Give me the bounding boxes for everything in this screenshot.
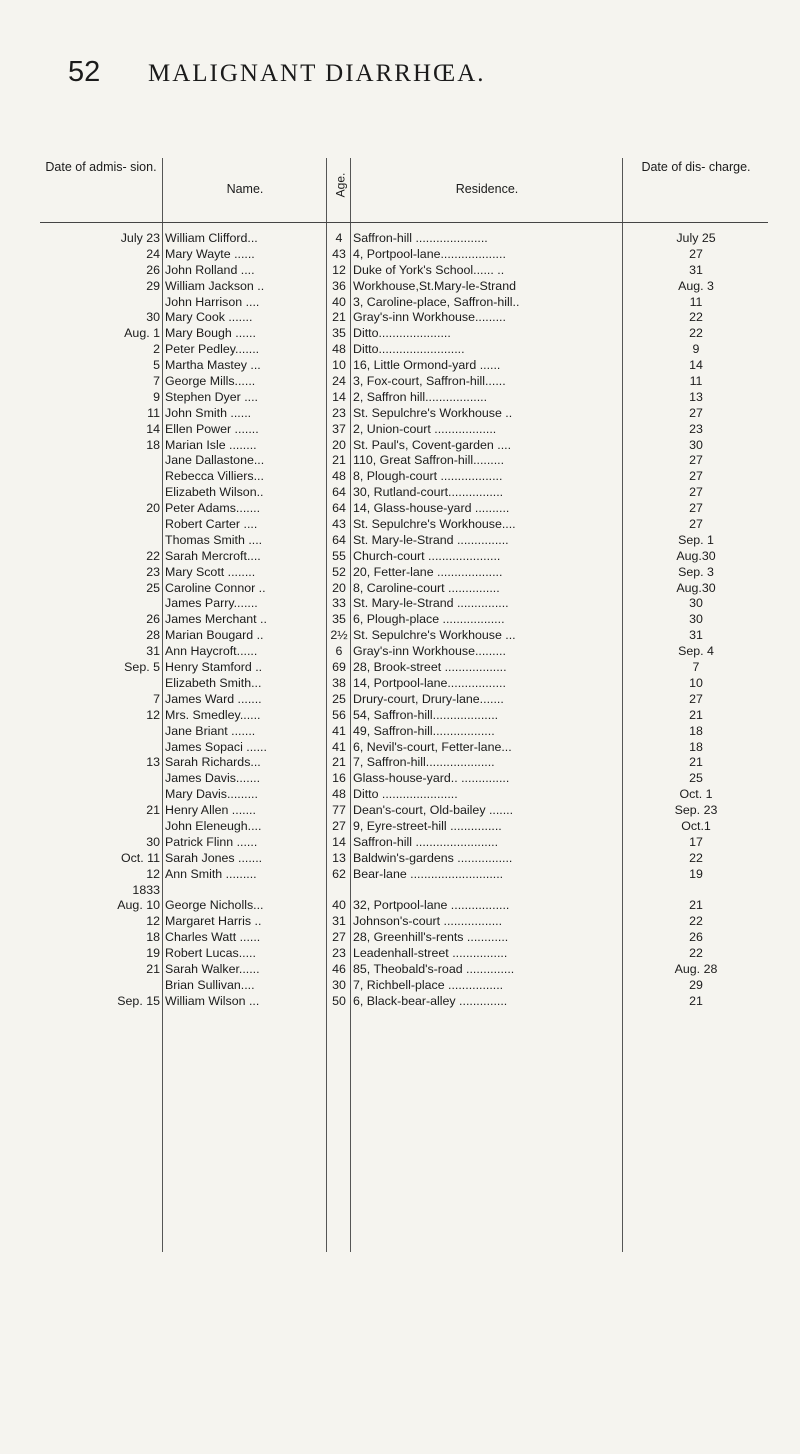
name-cell: Robert Lucas..... — [165, 946, 256, 961]
age-cell: 27 — [332, 930, 346, 945]
age-cell: 43 — [332, 246, 346, 261]
discharge-date-cell: Oct.1 — [681, 818, 711, 833]
residence-cell: Workhouse,St.Mary-le-Strand — [353, 278, 516, 293]
table-row — [40, 279, 768, 295]
table-row — [40, 485, 768, 501]
table-row — [40, 517, 768, 533]
residence-cell: Dean's-court, Old-bailey ....... — [353, 803, 514, 818]
age-cell: 23 — [332, 405, 346, 420]
table-row — [40, 422, 768, 438]
age-cell: 2½ — [330, 628, 348, 643]
name-cell: Marian Isle ........ — [165, 437, 257, 452]
admission-date-cell: 1833 — [132, 882, 160, 897]
table-row — [40, 358, 768, 374]
running-title: MALIGNANT DIARRHŒA. — [148, 60, 486, 87]
residence-cell: Saffron-hill ........................ — [353, 834, 499, 849]
residence-cell: 54, Saffron-hill................... — [353, 707, 499, 722]
table-row — [40, 501, 768, 517]
table-row — [40, 469, 768, 485]
residence-cell: 28, Brook-street .................. — [353, 660, 507, 675]
discharge-date-cell: 11 — [689, 374, 703, 389]
age-cell: 52 — [332, 564, 346, 579]
name-cell: James Parry....... — [165, 596, 258, 611]
admission-date-cell: Sep. 5 — [124, 660, 160, 675]
discharge-date-cell: 27 — [689, 517, 703, 532]
residence-cell: Baldwin's-gardens ................ — [353, 850, 513, 865]
admission-date-cell: 12 — [146, 866, 160, 881]
admission-date-cell: 5 — [153, 358, 160, 373]
residence-cell: Ditto......................... — [353, 342, 465, 357]
table-row — [40, 231, 768, 247]
name-cell: Mary Wayte ...... — [165, 246, 255, 261]
age-cell: 12 — [332, 262, 346, 277]
discharge-date-cell: 26 — [689, 930, 703, 945]
table-row — [40, 453, 768, 469]
admission-date-cell: 22 — [146, 548, 160, 563]
residence-cell: 2, Union-court .................. — [353, 421, 497, 436]
residence-cell: 7, Richbell-place ................ — [353, 977, 504, 992]
table-row — [40, 612, 768, 628]
admission-date-cell: 23 — [146, 564, 160, 579]
table-row — [40, 326, 768, 342]
age-cell: 46 — [332, 961, 346, 976]
name-cell: William Clifford... — [165, 231, 258, 245]
table-row — [40, 581, 768, 597]
table-row — [40, 835, 768, 851]
name-cell: Marian Bougard .. — [165, 628, 264, 643]
residence-cell: 7, Saffron-hill.................... — [353, 755, 495, 770]
discharge-date-cell: Aug.30 — [676, 580, 716, 595]
admission-date-cell: 11 — [147, 405, 160, 420]
header-age-label: Age. — [333, 172, 348, 198]
name-cell: William Wilson ... — [165, 993, 260, 1008]
table-row — [40, 247, 768, 263]
residence-cell: 32, Portpool-lane ................. — [353, 898, 510, 913]
discharge-date-cell: 13 — [689, 389, 703, 404]
name-cell: John Harrison .... — [165, 294, 260, 309]
admission-date-cell: 24 — [146, 246, 160, 261]
name-cell: Mary Scott ........ — [165, 564, 256, 579]
discharge-date-cell: 27 — [689, 405, 703, 420]
header-age — [328, 172, 350, 198]
age-cell: 38 — [332, 675, 346, 690]
table-row — [40, 628, 768, 644]
discharge-date-cell: Sep. 4 — [678, 644, 714, 659]
age-cell: 64 — [332, 501, 346, 516]
residence-cell: 3, Caroline-place, Saffron-hill.. — [353, 294, 520, 309]
residence-cell: Gray's-inn Workhouse......... — [353, 644, 506, 659]
table-row — [40, 883, 768, 899]
residence-cell: 6, Plough-place .................. — [353, 612, 505, 627]
discharge-date-cell: 21 — [689, 993, 703, 1008]
age-cell: 23 — [332, 946, 346, 961]
age-cell: 14 — [332, 834, 346, 849]
age-cell: 25 — [332, 691, 346, 706]
name-cell: Margaret Harris .. — [165, 914, 262, 929]
residence-cell: Bear-lane ........................... — [353, 866, 504, 881]
age-cell: 10 — [332, 358, 346, 373]
name-cell: Jane Dallastone... — [165, 453, 265, 468]
age-cell: 48 — [332, 342, 346, 357]
name-cell: Jane Briant ....... — [165, 723, 256, 738]
table-row — [40, 978, 768, 994]
name-cell: Thomas Smith .... — [165, 532, 263, 547]
admission-date-cell: 30 — [146, 834, 160, 849]
table-row — [40, 771, 768, 787]
discharge-date-cell: 21 — [689, 707, 703, 722]
table-row — [40, 708, 768, 724]
admission-date-cell: July 23 — [120, 231, 160, 245]
admission-date-cell: 12 — [146, 914, 160, 929]
admission-date-cell: 26 — [146, 612, 160, 627]
table-row — [40, 994, 768, 1010]
discharge-date-cell: 14 — [689, 358, 703, 373]
discharge-date-cell: Aug. 28 — [674, 961, 718, 976]
residence-cell: St. Paul's, Covent-garden .... — [353, 437, 512, 452]
page-header — [0, 56, 800, 96]
discharge-date-cell: Aug. 3 — [678, 278, 714, 293]
admission-date-cell: 19 — [146, 946, 160, 961]
discharge-date-cell: 21 — [689, 898, 703, 913]
age-cell: 48 — [332, 469, 346, 484]
age-cell: 64 — [332, 485, 346, 500]
discharge-date-cell: 27 — [689, 453, 703, 468]
header-name: Name. — [226, 182, 264, 196]
admission-date-cell: 7 — [153, 691, 160, 706]
admission-date-cell: 18 — [146, 437, 160, 452]
table-header — [40, 158, 768, 223]
admission-date-cell: Oct. 11 — [120, 850, 160, 865]
discharge-date-cell: 7 — [692, 660, 700, 675]
discharge-date-cell: 29 — [689, 977, 703, 992]
admission-date-cell: 28 — [146, 628, 160, 643]
discharge-date-cell: 10 — [689, 675, 703, 690]
name-cell: James Davis....... — [165, 771, 261, 786]
name-cell: Charles Watt ...... — [165, 930, 261, 945]
age-cell: 30 — [332, 977, 346, 992]
table-row — [40, 596, 768, 612]
table-row — [40, 390, 768, 406]
residence-cell: 30, Rutland-court................ — [353, 485, 504, 500]
discharge-date-cell: 18 — [689, 739, 703, 754]
discharge-date-cell: 27 — [689, 469, 703, 484]
name-cell: Ellen Power ....... — [165, 421, 259, 436]
table-row — [40, 374, 768, 390]
age-cell: 55 — [332, 548, 346, 563]
age-cell: 14 — [332, 389, 346, 404]
age-cell: 50 — [332, 993, 346, 1008]
name-cell: Sarah Walker...... — [165, 961, 260, 976]
admission-date-cell: 26 — [146, 262, 160, 277]
age-cell: 24 — [332, 374, 346, 389]
age-cell: 21 — [332, 755, 346, 770]
name-cell: Robert Carter .... — [165, 517, 258, 532]
discharge-date-cell: 22 — [689, 310, 703, 325]
table-row — [40, 660, 768, 676]
discharge-date-cell: Sep. 23 — [674, 803, 718, 818]
table-row — [40, 787, 768, 803]
table-row — [40, 438, 768, 454]
table-row — [40, 819, 768, 835]
name-cell: Sarah Mercroft.... — [165, 548, 261, 563]
residence-cell: 49, Saffron-hill.................. — [353, 723, 495, 738]
discharge-date-cell: Oct. 1 — [679, 787, 713, 802]
residence-cell: 6, Nevil's-court, Fetter-lane... — [353, 739, 512, 754]
name-cell: James Ward ....... — [165, 691, 262, 706]
table-row — [40, 962, 768, 978]
age-cell: 6 — [335, 644, 343, 659]
discharge-date-cell: Sep. 3 — [678, 564, 714, 579]
residence-cell: Saffron-hill ..................... — [353, 231, 488, 245]
discharge-date-cell: 27 — [689, 691, 703, 706]
name-cell: George Mills...... — [165, 374, 256, 389]
discharge-date-cell: 27 — [689, 246, 703, 261]
discharge-date-cell: 30 — [689, 612, 703, 627]
name-cell: Henry Allen ....... — [165, 803, 256, 818]
table-row — [40, 565, 768, 581]
age-cell: 69 — [332, 660, 346, 675]
residence-cell: 2, Saffron hill.................. — [353, 389, 488, 404]
table-row — [40, 676, 768, 692]
table-row — [40, 533, 768, 549]
table-row — [40, 310, 768, 326]
page-number: 52 — [68, 56, 101, 88]
age-cell: 13 — [332, 850, 346, 865]
age-cell: 40 — [332, 898, 346, 913]
discharge-date-cell: 27 — [689, 501, 703, 516]
age-cell: 33 — [332, 596, 346, 611]
residence-cell: 6, Black-bear-alley .............. — [353, 993, 508, 1008]
table-row — [40, 867, 768, 883]
table-row — [40, 549, 768, 565]
discharge-date-cell: 17 — [689, 834, 703, 849]
name-cell: Sarah Richards... — [165, 755, 261, 770]
residence-cell: St. Sepulchre's Workhouse.... — [353, 517, 516, 532]
residence-cell: 110, Great Saffron-hill......... — [353, 453, 505, 468]
table-row — [40, 930, 768, 946]
residence-cell: Leadenhall-street ................ — [353, 946, 508, 961]
discharge-date-cell: 21 — [689, 755, 703, 770]
name-cell: Elizabeth Wilson.. — [165, 485, 264, 500]
age-cell: 48 — [332, 787, 346, 802]
age-cell: 56 — [332, 707, 346, 722]
table-row — [40, 851, 768, 867]
name-cell: Mary Cook ....... — [165, 310, 253, 325]
age-cell: 36 — [332, 278, 346, 293]
admission-date-cell: 9 — [153, 389, 160, 404]
age-cell: 20 — [332, 580, 346, 595]
residence-cell: 85, Theobald's-road .............. — [353, 961, 515, 976]
discharge-date-cell: 9 — [692, 342, 700, 357]
residence-cell: St. Sepulchre's Workhouse .. — [353, 405, 513, 420]
residence-cell: St. Mary-le-Strand ............... — [353, 532, 509, 547]
discharge-date-cell: 27 — [689, 485, 703, 500]
admission-date-cell: 7 — [153, 374, 160, 389]
discharge-date-cell: Aug.30 — [676, 548, 716, 563]
residence-cell: 9, Eyre-street-hill ............... — [353, 818, 502, 833]
name-cell: Peter Pedley....... — [165, 342, 260, 357]
table-row — [40, 914, 768, 930]
admission-date-cell: 18 — [146, 930, 160, 945]
table-row — [40, 644, 768, 660]
age-cell: 41 — [332, 739, 346, 754]
admission-date-cell: 25 — [146, 580, 160, 595]
residence-cell: 28, Greenhill's-rents ............ — [353, 930, 509, 945]
admission-date-cell: 13 — [146, 755, 160, 770]
table-row — [40, 263, 768, 279]
residence-cell: Duke of York's School...... .. — [353, 262, 505, 277]
residence-cell: St. Mary-le-Strand ............... — [353, 596, 509, 611]
name-cell: Mrs. Smedley...... — [165, 707, 261, 722]
age-cell: 64 — [332, 532, 346, 547]
residence-cell: Ditto ...................... — [353, 787, 458, 802]
age-cell: 20 — [332, 437, 346, 452]
admission-date-cell: 21 — [146, 803, 160, 818]
name-cell: Patrick Flinn ...... — [165, 834, 258, 849]
header-date-admission: Date of admis- sion. — [45, 160, 157, 174]
table-row — [40, 898, 768, 914]
admission-date-cell: 2 — [153, 342, 160, 357]
discharge-date-cell: 11 — [689, 294, 703, 309]
table-row — [40, 946, 768, 962]
discharge-date-cell: 22 — [689, 850, 703, 865]
admission-date-cell: 31 — [146, 644, 160, 659]
header-date-discharge: Date of dis- charge. — [641, 160, 751, 174]
residence-cell: St. Sepulchre's Workhouse ... — [353, 628, 516, 643]
admissions-table — [40, 158, 768, 1010]
residence-cell: Ditto..................... — [353, 326, 451, 341]
residence-cell: 8, Plough-court .................. — [353, 469, 503, 484]
residence-cell: Drury-court, Drury-lane....... — [353, 691, 504, 706]
age-cell: 16 — [332, 771, 346, 786]
name-cell: James Merchant .. — [165, 612, 267, 627]
table-row — [40, 755, 768, 771]
discharge-date-cell: 31 — [689, 628, 703, 643]
header-residence: Residence. — [455, 182, 519, 196]
admission-date-cell: 14 — [146, 421, 160, 436]
name-cell: Ann Haycroft...... — [165, 644, 258, 659]
name-cell: Ann Smith ......... — [165, 866, 257, 881]
age-cell: 40 — [332, 294, 346, 309]
table-row — [40, 724, 768, 740]
name-cell: Henry Stamford .. — [165, 660, 263, 675]
name-cell: Rebecca Villiers... — [165, 469, 264, 484]
age-cell: 62 — [332, 866, 346, 881]
admission-date-cell: Aug. 10 — [117, 898, 160, 913]
table-row — [40, 692, 768, 708]
residence-cell: 16, Little Ormond-yard ...... — [353, 358, 501, 373]
admission-date-cell: Aug. 1 — [124, 326, 160, 341]
name-cell: Brian Sullivan.... — [165, 977, 255, 992]
admission-date-cell: 21 — [146, 961, 160, 976]
discharge-date-cell: 22 — [689, 946, 703, 961]
admission-date-cell: 30 — [146, 310, 160, 325]
age-cell: 37 — [332, 421, 346, 436]
discharge-date-cell: 19 — [689, 866, 703, 881]
table-row — [40, 342, 768, 358]
residence-cell: 3, Fox-court, Saffron-hill...... — [353, 374, 506, 389]
table-body — [40, 223, 768, 1010]
residence-cell: Church-court ..................... — [353, 548, 501, 563]
name-cell: Peter Adams....... — [165, 501, 261, 516]
table-row — [40, 803, 768, 819]
age-cell: 4 — [335, 231, 343, 245]
residence-cell: 20, Fetter-lane ................... — [353, 564, 503, 579]
discharge-date-cell: July 25 — [676, 231, 716, 245]
discharge-date-cell: 23 — [689, 421, 703, 436]
name-cell: John Eleneugh.... — [165, 818, 262, 833]
name-cell: Stephen Dyer .... — [165, 389, 258, 404]
age-cell: 21 — [332, 310, 346, 325]
name-cell: William Jackson .. — [165, 278, 265, 293]
name-cell: Mary Bough ...... — [165, 326, 256, 341]
name-cell: James Sopaci ...... — [165, 739, 267, 754]
discharge-date-cell: 22 — [689, 914, 703, 929]
name-cell: Mary Davis......... — [165, 787, 258, 802]
discharge-date-cell: 31 — [689, 262, 703, 277]
residence-cell: 14, Portpool-lane................. — [353, 675, 506, 690]
name-cell: George Nicholls... — [165, 898, 264, 913]
admission-date-cell: 12 — [146, 707, 160, 722]
age-cell: 35 — [332, 326, 346, 341]
discharge-date-cell: 22 — [689, 326, 703, 341]
table-row — [40, 295, 768, 311]
discharge-date-cell: 30 — [689, 596, 703, 611]
name-cell: John Rolland .... — [165, 262, 255, 277]
age-cell: 41 — [332, 723, 346, 738]
name-cell: Martha Mastey ... — [165, 358, 261, 373]
name-cell: Sarah Jones ....... — [165, 850, 263, 865]
name-cell: John Smith ...... — [165, 405, 252, 420]
age-cell: 43 — [332, 517, 346, 532]
age-cell: 35 — [332, 612, 346, 627]
age-cell: 31 — [332, 914, 346, 929]
discharge-date-cell: 30 — [689, 437, 703, 452]
table-row — [40, 406, 768, 422]
admission-date-cell: 29 — [146, 278, 160, 293]
age-cell: 27 — [332, 818, 346, 833]
name-cell: Elizabeth Smith... — [165, 675, 262, 690]
table-row — [40, 740, 768, 756]
admission-date-cell: Sep. 15 — [117, 993, 160, 1008]
name-cell: Caroline Connor .. — [165, 580, 266, 595]
admission-date-cell: 20 — [146, 501, 160, 516]
residence-cell: Gray's-inn Workhouse......... — [353, 310, 506, 325]
residence-cell: Johnson's-court ................. — [353, 914, 503, 929]
residence-cell: 8, Caroline-court ............... — [353, 580, 500, 595]
discharge-date-cell: 18 — [689, 723, 703, 738]
discharge-date-cell: 25 — [689, 771, 703, 786]
residence-cell: 14, Glass-house-yard .......... — [353, 501, 510, 516]
age-cell: 77 — [332, 803, 346, 818]
residence-cell: Glass-house-yard.. .............. — [353, 771, 510, 786]
discharge-date-cell: Sep. 1 — [678, 532, 714, 547]
residence-cell: 4, Portpool-lane................... — [353, 246, 506, 261]
age-cell: 21 — [332, 453, 346, 468]
